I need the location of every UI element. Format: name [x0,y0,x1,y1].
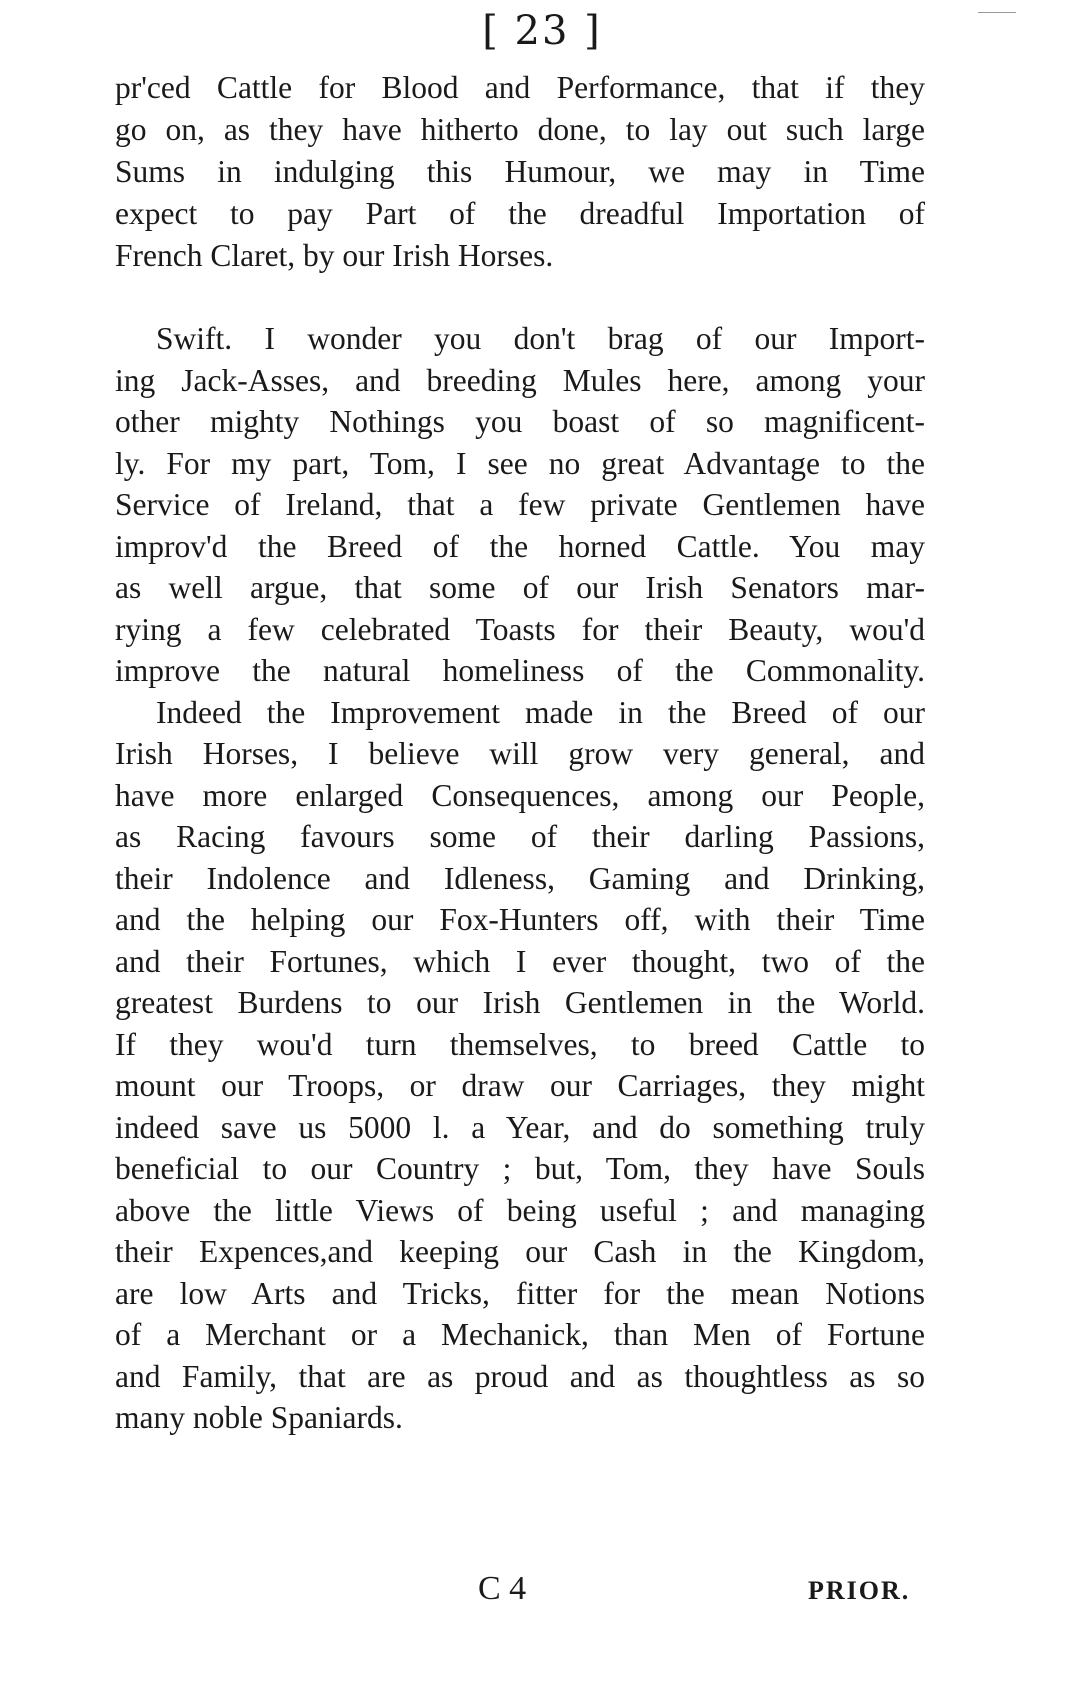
text-line: improve the natural homeliness of the Commonality. [115,653,925,688]
text-line: greatest Burdens to our Irish Gentlemen in the World. [115,985,925,1020]
text-line: and their Fortunes, which I ever thought, two of the [115,944,925,979]
text-line: Sums in indulging this Humour, we may in Time [115,154,925,189]
text-line: of a Merchant or a Mechanick, than Men of Fortune [115,1317,925,1352]
text-line: Indeed the Improvement made in the Breed of our [156,695,925,730]
signature-mark: C 4 [478,1570,527,1607]
text-line: beneficial to our Country ; but, Tom, they have Souls [115,1151,925,1186]
text-line: indeed save us 5000 l. a Year, and do something truly [115,1110,925,1145]
text-line: pr'ced Cattle for Blood and Performance, that if they [115,70,925,105]
text-line: have more enlarged Consequences, among our People, [115,778,925,813]
text-line: Irish Horses, I believe will grow very general, and [115,736,925,771]
text-line: their Expences,and keeping our Cash in the Kingdom, [115,1234,925,1269]
text-line: other mighty Nothings you boast of so magnificent- [115,404,925,439]
text-line: above the little Views of being useful ; and managing [115,1193,925,1228]
text-line: ly. For my part, Tom, I see no great Advantage to the [115,446,925,481]
text-line: and Family, that are as proud and as thoughtless as so [115,1359,925,1394]
text-line: mount our Troops, or draw our Carriages, they might [115,1068,925,1103]
text-line: their Indolence and Idleness, Gaming and Drinking, [115,861,925,896]
text-line: rying a few celebrated Toasts for their Beauty, wou'd [115,612,925,647]
text-line: If they wou'd turn themselves, to breed Cattle to [115,1027,925,1062]
text-line: ing Jack-Asses, and breeding Mules here, among your [115,363,925,398]
text-line: improv'd the Breed of the horned Cattle. You may [115,529,925,564]
text-line: Service of Ireland, that a few private Gentlemen have [115,487,925,522]
catchword: PRIOR. [808,1576,911,1605]
text-line: as well argue, that some of our Irish Senators mar- [115,570,925,605]
text-line: and the helping our Fox-Hunters off, with their Time [115,902,925,937]
text-line: as Racing favours some of their darling Passions, [115,819,925,854]
text-line: French Claret, by our Irish Horses. [115,238,554,273]
text-line: go on, as they have hitherto done, to lay out such large [115,112,925,147]
text-line: are low Arts and Tricks, fitter for the mean Notions [115,1276,925,1311]
text-line: many noble Spaniards. [115,1400,403,1435]
page-number: [ 23 ] [482,8,602,54]
text-line: Swift. I wonder you don't brag of our Import- [156,321,925,356]
text-line: expect to pay Part of the dreadful Importation of [115,196,925,231]
